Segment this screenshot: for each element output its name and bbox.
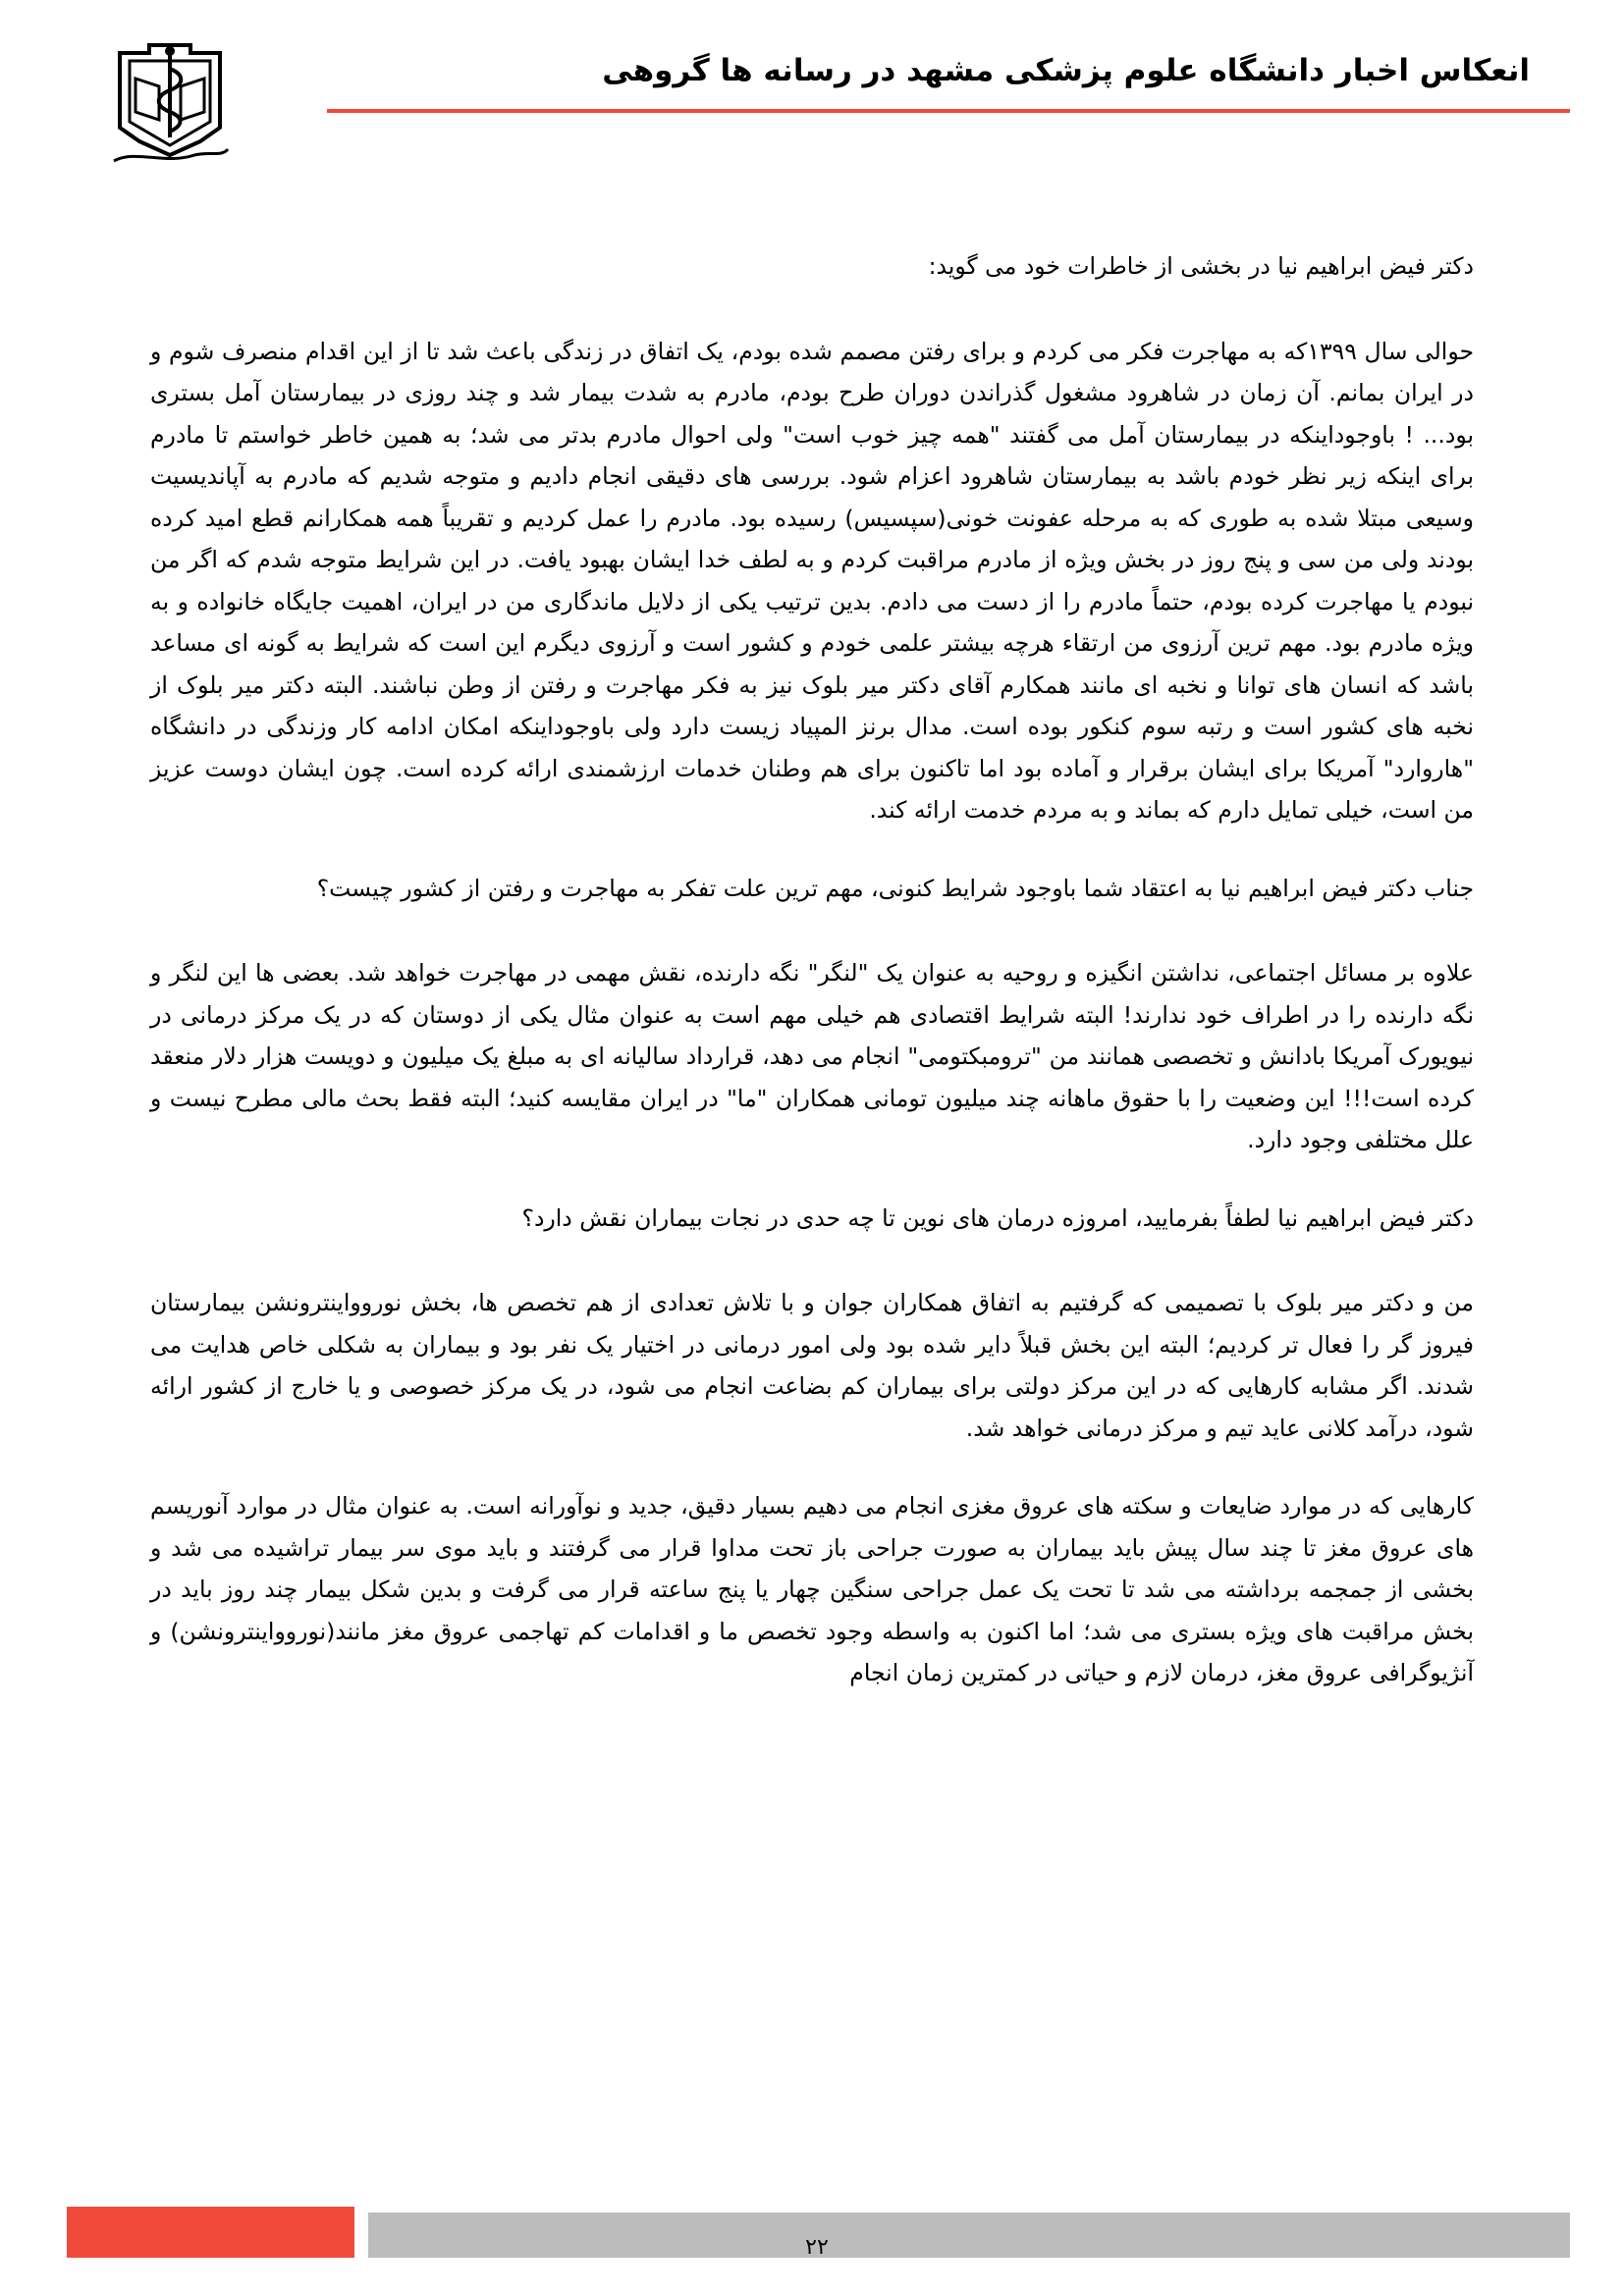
page-header-title: انعکاس اخبار دانشگاه علوم پزشکی مشهد در رسانه ها گروهی [602, 53, 1530, 88]
article-paragraph-4: کارهایی که در موارد ضایعات و سکته های عروق مغزی انجام می دهیم بسیار دقیق، جدید و نوآورانه است. به عنوان مثال در موارد آنوریسم های عروق مغز تا چند سال پیش باید بیماران به صورت جراحی باز تحت مداوا قرار می گرفتند و باید موی سر بیمار تراشیده می شد و بخشی از جمجمه برداشته می شد تا تحت یک عمل جراحی سنگین چهار یا پنج ساعته قرار می گرفت و بدین شکل بیمار چند روز باید در بخش مراقبت های ویژه بستری می شد؛ اما اکنون به واسطه وجود تخصص ما و اقدامات کم تهاجمی عروق مغز مانند(نوروواینترونشن) و آنژیوگرافی عروق مغز، درمان لازم و حیاتی در کمترین زمان انجام [150, 1492, 1474, 1686]
interview-question-1: جناب دکتر فیض ابراهیم نیا به اعتقاد شما باوجود شرایط کنونی، مهم ترین علت تفکر به مهاجرت و رفتن از کشور چیست؟ [316, 874, 1474, 902]
article-paragraph-3: من و دکتر میر بلوک با تصمیمی که گرفتیم به اتفاق همکاران جوان و با تلاش تعدادی از هم تخصص ها، بخش نوروواینترونشن بیمارستان فیروز گر را فعال تر کردیم؛ البته این بخش قبلاً دایر شده بود ولی امور درمانی در اختیار یک نفر بود و بیماران به شکلی خاص هدایت می شدند. اگر مشابه کارهایی که در این مرکز دولتی برای بیماران کم بضاعت انجام می شود، در یک مرکز خصوصی و یا خارج از کشور ارائه شود، درآمد کلانی عاید تیم و مرکز درمانی خواهد شد. [150, 1289, 1474, 1442]
article-body [150, 245, 1474, 1694]
interview-question-2: دکتر فیض ابراهیم نیا لطفاً بفرمایید، امروزه درمان های نوین تا چه حدی در نجات بیماران نقش دارد؟ [521, 1203, 1474, 1232]
article-intro: دکتر فیض ابراهیم نیا در بخشی از خاطرات خود می گوید: [928, 252, 1474, 280]
footer-accent-bar [67, 2207, 354, 2258]
article-paragraph-2: علاوه بر مسائل اجتماعی، نداشتن انگیزه و روحیه به عنوان یک "لنگر" نگه دارنده، نقش مهمی در مهاجرت خواهد شد. بعضی ها این لنگر و نگه دارنده را در اطراف خود ندارند! البته شرایط اقتصادی هم خیلی مهم است به عنوان مثال یکی از دوستان که در یک مرکز درمانی در نیویورک آمریکا بادانش و تخصصی همانند من "ترومبکتومی" انجام می دهد، قرارداد سالیانه ای به مبلغ یک میلیون و دویست هزار دلار منعقد کرده است!!! این وضعیت را با حقوق ماهانه چند میلیون تومانی همکاران "ما" در ایران مقایسه کنید؛ البته فقط بحث مالی مطرح نیست و علل مختلفی وجود دارد. [150, 959, 1474, 1153]
university-seal-graphic [106, 39, 234, 167]
article-paragraph-1: حوالی سال ۱۳۹۹که به مهاجرت فکر می کردم و برای رفتن مصمم شده بودم، یک اتفاق در زندگی باعث شد تا از این اقدام منصرف شوم و در ایران بمانم. آن زمان در شاهرود مشغول گذراندن دوران طرح بودم، مادرم به شدت بیمار شد و چند روزی در بیمارستان آمل بستری بود... ! باوجوداینکه در بیمارستان آمل می گفتند "همه چیز خوب است" ولی احوال مادرم بدتر می شد؛ به همین خاطر خواستم تا مادرم برای اینکه زیر نظر خودم باشد به بیمارستان شاهرود اعزام شود. بررسی های دقیقی انجام دادیم و متوجه شدیم که مادرم به آپاندیسیت وسیعی مبتلا شده به طوری که به مرحله عفونت خونی(سپسیس) رسیده بود. مادرم را عمل کردیم و تقریباً همه همکارانم قطع امید کرده بودند ولی من سی و پنج روز در بخش ویژه از مادرم مراقبت کردم و به لطف خدا ایشان بهبود یافت. در این شرایط متوجه شدم که اگر من نبودم یا مهاجرت کرده بودم، حتماً مادرم را از دست می دادم. بدین ترتیب یکی از دلایل ماندگاری من در ایران، اهمیت جایگاه خانواده و به ویژه مادرم بود. مهم ترین آرزوی من ارتقاء هرچه بیشتر علمی خودم و کشور است و آرزوی دیگرم این است که شرایط به گونه ای مساعد باشد که انسان های توانا و نخبه ای مانند همکارم آقای دکتر میر بلوک نیز به فکر مهاجرت و رفتن از وطن نباشند. البته دکتر میر بلوک از نخبه های کشور است و رتبه سوم کنکور بوده است. مدال برنز المپیاد زیست دارد ولی باوجوداینکه امکان ادامه کار وزندگی در دانشگاه "هاروارد" آمریکا برای ایشان برقرار و آماده بود اما تاکنون برای هم وطنان خدمات ارزشمندی ارائه کرده است. چون ایشان دوست عزیز من است، خیلی تمایل دارم که بماند و به مردم خدمت ارائه کند. [150, 337, 1474, 824]
footer-bar [368, 2213, 1570, 2258]
university-seal-icon [106, 39, 234, 167]
page-number: ۲۲ [805, 2235, 829, 2260]
header-divider [327, 109, 1570, 113]
